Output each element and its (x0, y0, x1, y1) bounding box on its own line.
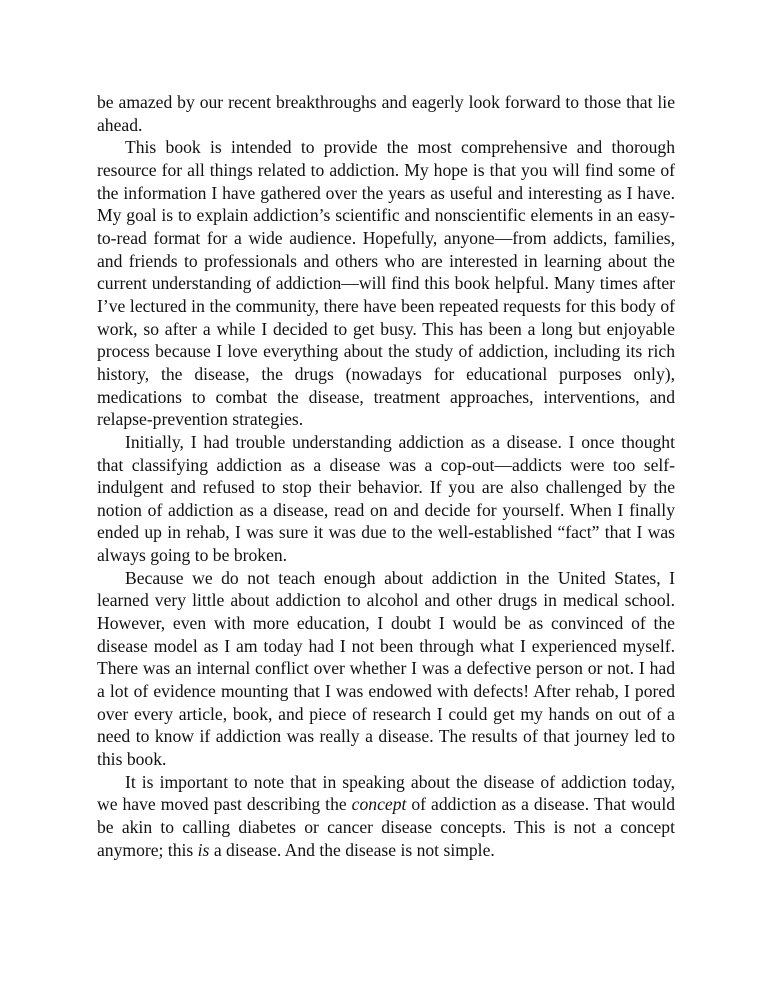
paragraph-text: This book is intended to provide the most comprehensive and thorough resource for all things related to addiction. My hope is that you will find some of the information I have gathered over the years as useful and interesting as I have. My goal is to explain addiction’s scientific and nonscientific elements in an easy-to-read format for a wide audience. Hopefully, anyone—from addicts, families, and friends to professionals and others who are interested in learning about the current understanding of addiction—will find this book helpful. Many times after I’ve lectured in the community, there have been repeated requests for this body of work, so after a while I decided to get busy. This has been a long but enjoyable process because I love everything about the study of addiction, including its rich history, the disease, the drugs (nowadays for educational purposes only), medications to combat the disease, treatment approaches, interventions, and relapse-prevention strategies. (97, 137, 675, 430)
paragraph-text: Because we do not teach enough about addiction in the United States, I learned very little about addiction to alcohol and other drugs in medical school. However, even with more education, I doubt I would be as convinced of the disease model as I am today had I not been through what I experienced myself. There was an internal conflict over whether I was a defective person or not. I had a lot of evidence mounting that I was endowed with defects! After rehab, I pored over every article, book, and piece of research I could get my hands on out of a need to know if addiction was really a disease. The results of that journey led to this book. (97, 567, 675, 770)
paragraph-text: a disease. And the disease is not simple. (209, 839, 495, 860)
paragraph-text: be amazed by our recent breakthroughs and eagerly look forward to those that lie ahead. (97, 92, 675, 135)
paragraph-continued (97, 91, 675, 136)
paragraph-text: It is important to note that in speaking about the disease of addiction today, we have moved past describing the (97, 771, 675, 815)
page-body (97, 91, 675, 861)
paragraph-disease-not-concept (97, 771, 675, 862)
emphasis-is: is (197, 839, 210, 860)
paragraph-initial-doubt (97, 431, 675, 567)
paragraph-text: Initially, I had trouble understanding addiction as a disease. I once thought that classifying addiction as a disease was a cop-out—addicts were too self-indulgent and refused to stop their behavior. If you are also challenged by the notion of addiction as a disease, read on and decide for yourself. When I finally ended up in rehab, I was sure it was due to the well-established “fact” that I was always going to be broken. (97, 431, 675, 566)
paragraph-medical-school (97, 567, 675, 771)
paragraph-book-purpose (97, 136, 675, 431)
emphasis-concept: concept (351, 794, 407, 815)
paragraph-text: of addiction as a disease. That would be akin to calling diabetes or cancer disease concepts. This is not a concept anymore; this (97, 794, 676, 860)
